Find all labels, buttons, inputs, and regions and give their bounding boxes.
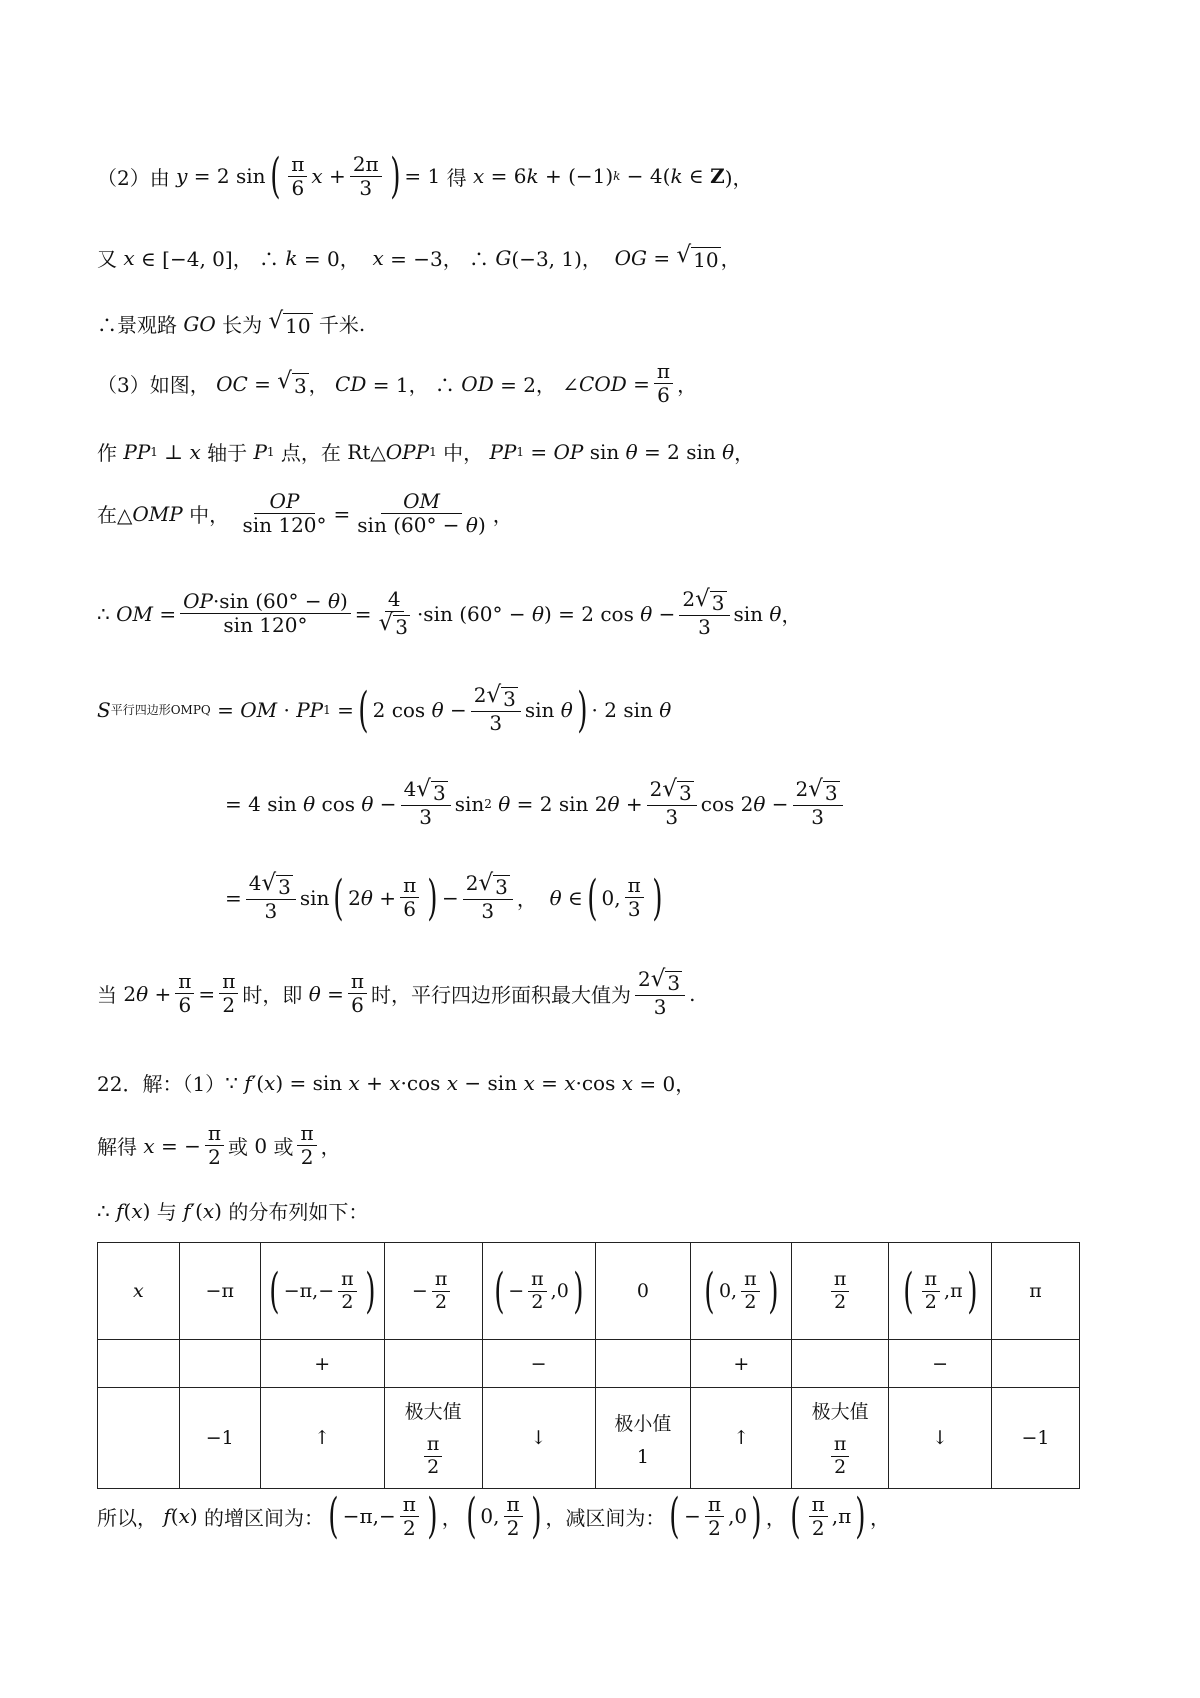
table-cell: π: [992, 1243, 1080, 1340]
table-cell: [595, 1340, 691, 1388]
variation-table: [97, 1242, 1080, 1489]
table-cell: ( − $\frac{\pi}{2}$ ,0 ): [482, 1243, 595, 1340]
table-cell: [98, 1388, 180, 1489]
q22-roots-line: 解得 x = − $\frac{\pi}{2}$ 或 0 或 $\frac{\pi}{2}$ ，: [97, 1121, 341, 1169]
down-arrow-icon: ↓: [889, 1388, 992, 1489]
table-cell: [992, 1340, 1080, 1388]
table-cell: −1: [179, 1388, 260, 1489]
table-cell: [179, 1340, 260, 1388]
table-row-value: [98, 1388, 1080, 1489]
table-cell: −1: [992, 1388, 1080, 1489]
table-row-sign: [98, 1340, 1080, 1388]
part3-expand-line: = 4 sin θ cos θ − 4 √ 3 3 sin 2 θ = 2 sin 2 θ + 2 √ 3 3 cos 2 θ − 2 √ 3 3: [225, 778, 847, 829]
part3-area-line: S 平行四边形OMPQ = OM · PP 1 = ( 2 cos θ − 2 √ 3 3 sin θ ) · 2 sin θ: [97, 681, 672, 738]
table-row-x: [98, 1243, 1080, 1340]
table-cell: ( 0, $\frac{\pi}{2}$ ): [691, 1243, 792, 1340]
table-cell: 极大值 $\frac{\pi}{2}$: [384, 1388, 482, 1489]
up-arrow-icon: ↑: [260, 1388, 384, 1489]
table-cell: $\frac{\pi}{2}$: [792, 1243, 889, 1340]
part3-sine-rule-line: 在△ OMP 中， $\frac{OP}{\sin 120^\circ}$ = $\frac{OM}{\sin (60^\circ - \theta)}$ ，: [97, 489, 513, 537]
table-cell: 极小值 1: [595, 1388, 691, 1489]
table-cell: +: [691, 1340, 792, 1388]
table-cell: x: [98, 1243, 180, 1340]
table-cell: ( $\frac{\pi}{2}$ ,π ): [889, 1243, 992, 1340]
table-cell: [98, 1340, 180, 1388]
table-cell: ( −π,− $\frac{\pi}{2}$ ): [260, 1243, 384, 1340]
part2-equation-line: （2） 由 y = 2 sin ( $\frac{\pi}{6}$ x + $\frac{2\pi}{3}$ ) = 1 得 x = 6 k + (−1) k − 4( k ∈ Z )，: [97, 148, 753, 204]
q22-interval-line: 所以， f ( x ) 的增区间为： ( −π,− $\frac{\pi}{2}$ ) ， ( 0, $\frac{\pi}{2}$ ) ，减区间为： ( − $\frac{\pi}{2}$ ,0 ) ， ( $\frac{\pi}{2}$ ,π ) ，: [97, 1488, 891, 1544]
part3-simplified-line: = 4 √ 3 3 sin ( 2 θ + $\frac{\pi}{6}$ ) − 2 √ 3 3 ， θ ∈ ( 0, $\frac{\pi}{3}$ ): [225, 869, 663, 926]
table-cell: +: [260, 1340, 384, 1388]
table-cell: [792, 1340, 889, 1388]
part3-om-line: ∴ OM = $\frac{OP\cdot\sin (60^\circ - \theta)}{\sin 120^\circ}$ = 4 √ 3 ·sin (60° − θ ) = 2 cos θ − 2 √ 3 3 sin θ ，: [97, 586, 802, 639]
table-cell: [384, 1340, 482, 1388]
part3-maximum-line: 当 2 θ + $\frac{\pi}{6}$ = $\frac{\pi}{2}$ 时，即 θ = $\frac{\pi}{6}$ 时，平行四边形面积最大值为 2 √ 3 3 .: [97, 966, 696, 1019]
part2-range-line: 又 x ∈ [−4, 0]， ∴ k = 0， x = −3， ∴ G (−3, 1)， OG = √ 10 ，: [97, 241, 741, 272]
part3-intro-line: （3） 如图， OC = √ 3 ， CD = 1， ∴ OD = 2， ∠ COD = $\frac{\pi}{6}$ ，: [97, 359, 698, 407]
part2-conclusion-line: ∴景观路 GO 长为 √ 10 千米 .: [97, 307, 366, 338]
table-cell: 0: [595, 1243, 691, 1340]
table-cell: −π: [179, 1243, 260, 1340]
q22-table-intro-line: ∴ f ( x ) 与 f ′( x ) 的分布列如下：: [97, 1198, 369, 1224]
table-cell: − $\frac{\pi}{2}$: [384, 1243, 482, 1340]
down-arrow-icon: ↓: [482, 1388, 595, 1489]
table-cell: 极大值 $\frac{\pi}{2}$: [792, 1388, 889, 1489]
part3-perpendicular-line: 作 PP 1 ⊥ x 轴于 P 1 点，在 Rt△ OPP 1 中， PP 1 = OP sin θ = 2 sin θ ，: [97, 439, 755, 465]
table-cell: −: [889, 1340, 992, 1388]
q22-derivative-line: 22．解：（1） ∵ f ′( x ) = sin x + x ·cos x − sin x = x ·cos x = 0，: [97, 1070, 696, 1096]
up-arrow-icon: ↑: [691, 1388, 792, 1489]
table-cell: −: [482, 1340, 595, 1388]
